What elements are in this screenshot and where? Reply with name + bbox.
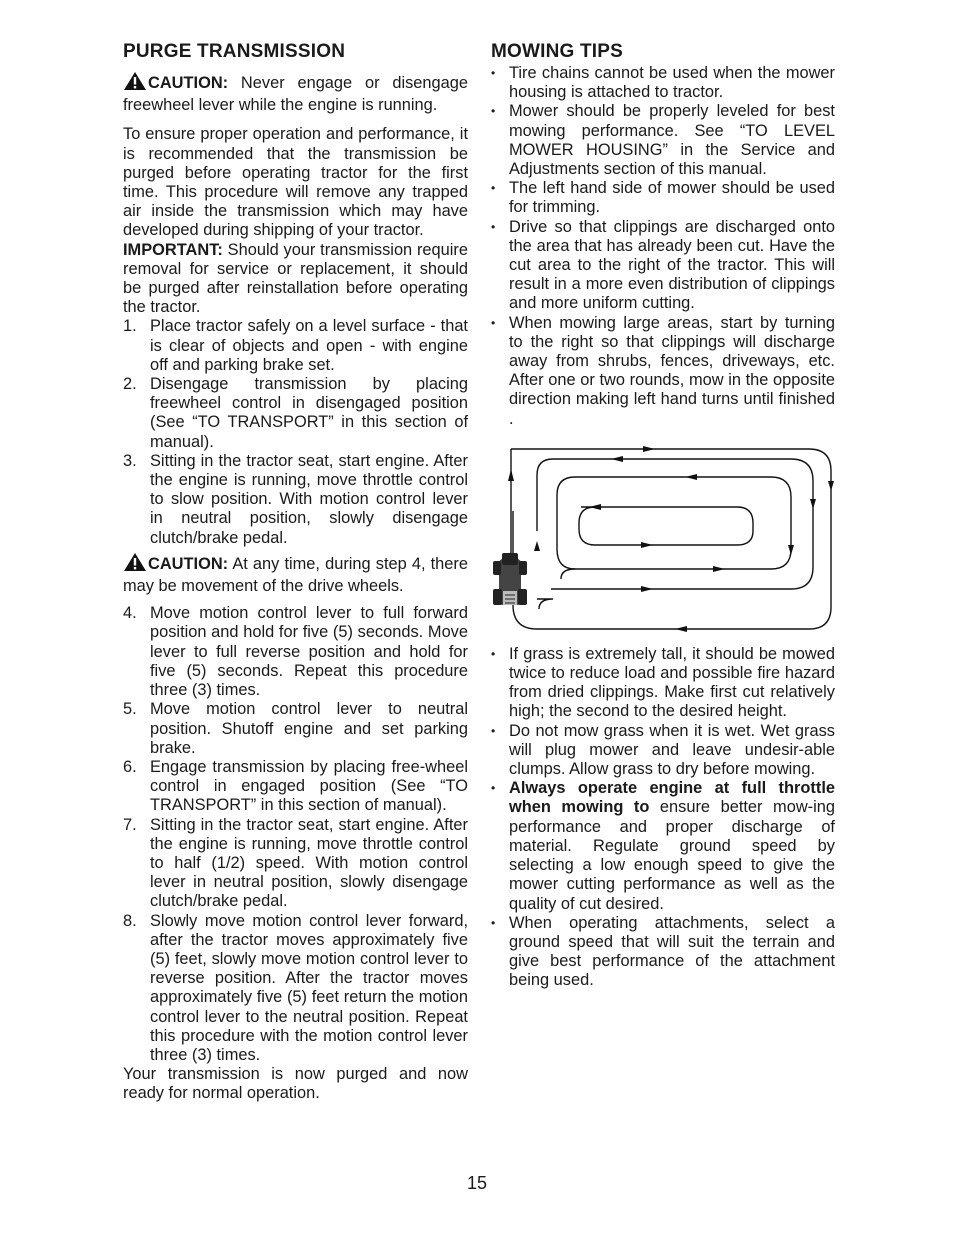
caution-label: CAUTION:	[148, 554, 229, 573]
step-item: 7. Sitting in the tractor seat, start engine. After the engine is running, move throttle control to half (1/2) speed. With motion control lever in neutral position, slowly disengage clutch/brake pedal.	[123, 815, 468, 911]
mowing-tips-list-1	[491, 64, 835, 429]
tip-item: • Do not mow grass when it is wet. Wet grass will plug mower and leave undesir-able clumps. Allow grass to dry before mowing.	[491, 722, 835, 780]
important-note	[123, 241, 468, 318]
mowing-heading: MOWING TIPS	[491, 41, 624, 62]
tip-item: • Mower should be properly leveled for best mowing performance. See “TO LEVEL MOWER HOUSING” in the Service and Adjustments section of this manual.	[491, 102, 835, 179]
purge-intro: To ensure proper operation and performance, it is recommended that the transmission be purged before operating tractor for the first time. This procedure will remove any trapped air inside the transmission which may have developed during shipping of your tractor.	[123, 125, 468, 240]
riding-tractor-icon	[493, 553, 527, 605]
purge-closing: Your transmission is now purged and now ready for normal operation.	[123, 1065, 468, 1103]
purge-steps-1-3	[123, 317, 468, 547]
tip-item: • The left hand side of mower should be used for trimming.	[491, 179, 835, 217]
tip-item: • If grass is extremely tall, it should be mowed twice to reduce load and possible fire hazard from dried clippings. Make first cut relatively high; the second to the desired height.	[491, 645, 835, 722]
purge-heading: PURGE TRANSMISSION	[123, 41, 346, 62]
mowing-tips-section	[491, 40, 835, 991]
tip-item: • When mowing large areas, start by turning to the right so that clippings will discharge away from shrubs, fences, driveways, etc. After one or two rounds, mow in the opposite direction making left hand turns until finished .	[491, 314, 835, 429]
important-label: IMPORTANT:	[123, 240, 223, 259]
purge-steps-4-8	[123, 604, 468, 1065]
caution-notice-freewheel	[123, 71, 468, 115]
purge-transmission-section	[123, 40, 468, 1104]
caution-label: CAUTION:	[148, 74, 229, 92]
step-item: 1. Place tractor safely on a level surface - that is clear of objects and open - with engine off and parking brake set.	[123, 317, 468, 374]
page-number: 15	[466, 1173, 488, 1193]
tip-item: • Drive so that clippings are discharged onto the area that has already been cut. Have the cut area to the right of the tractor. This will result in a more even distribution of clippings and more uniform cutting.	[491, 218, 835, 314]
warning-triangle-icon	[123, 71, 147, 96]
tip-item: • When operating attachments, select a ground speed that will suit the terrain and give best performance of the attachment being used.	[491, 914, 835, 991]
tip-item: • Always operate engine at full throttle when mowing to ensure better mow-ing performance and proper discharge of material. Regulate ground speed by selecting a low enough speed to give the mower cutting performance as well as the quality of cut desired.	[491, 779, 835, 913]
step-item: 2. Disengage transmission by placing freewheel control in disengaged position (See “TO TRANSPORT” in this section of manual).	[123, 375, 468, 451]
mowing-spiral-path	[491, 439, 835, 637]
mowing-pattern-diagram	[491, 439, 835, 637]
step-item: 8. Slowly move motion control lever forward, after the tractor moves approximately five (5) feet, slowly move motion control lever to reverse position. After the tractor moves approximately five (5) feet return the motion control lever to the neutral position. Repeat this procedure with the motion control lever three (3) times.	[123, 911, 468, 1064]
caution-notice-drive-wheels	[123, 552, 468, 596]
caution-text: Never engage or disengage freewheel lever while the engine is running.	[123, 74, 468, 115]
tip-item: • Tire chains cannot be used when the mower housing is attached to tractor.	[491, 64, 835, 102]
step-item: 6. Engage transmission by placing free-wheel control in engaged position (See “TO TRANSPORT” in this section of manual).	[123, 757, 468, 815]
step-item: 4. Move motion control lever to full forward position and hold for five (5) seconds. Move lever to full reverse position and hold for five (5) seconds. Repeat this procedure three (3) times.	[123, 604, 468, 700]
important-text: Should your transmission require removal for service or replacement, it should be purged after reinstallation before operating the tractor.	[123, 240, 468, 317]
mowing-tips-list-2	[491, 645, 835, 991]
step-item: 3. Sitting in the tractor seat, start engine. After the engine is running, move throttle control to slow position. With motion control lever in neutral position, slowly disengage clutch/brake pedal.	[123, 451, 468, 547]
caution-text: At any time, during step 4, there may be movement of the drive wheels.	[123, 554, 468, 596]
step-item: 5. Move motion control lever to neutral position. Shutoff engine and set parking brake.	[123, 700, 468, 757]
warning-triangle-icon	[123, 552, 147, 577]
